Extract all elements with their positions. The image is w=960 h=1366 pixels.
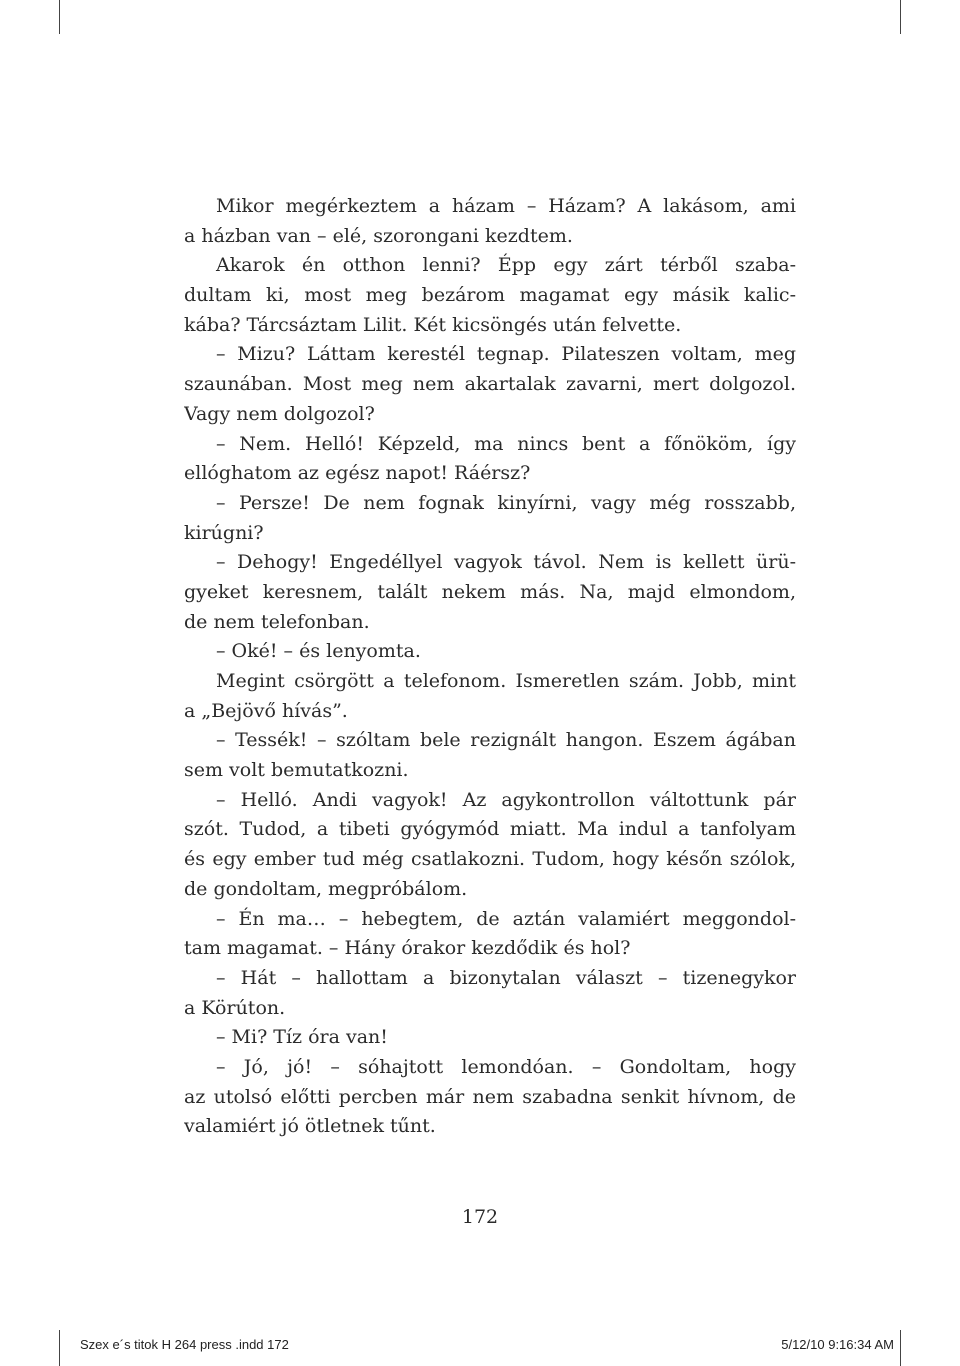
text-line: sem volt bemutatkozni. xyxy=(184,759,409,782)
text-line: szót. Tudod, a tibeti gyógymód miatt. Ma indul a tanfolyam xyxy=(184,818,796,841)
text-line: a Körúton. xyxy=(184,996,286,1019)
crop-mark-bottom-right xyxy=(900,1330,901,1366)
text-line: dultam ki, most meg bezárom magamat egy másik kalic- xyxy=(184,284,796,307)
text-line: Vagy nem dolgozol? xyxy=(184,402,375,425)
text-line: – Oké! – és lenyomta. xyxy=(216,640,421,663)
text-line: – Dehogy! Engedéllyel vagyok távol. Nem is kellett ürü- xyxy=(216,551,796,574)
text-line: – Tessék! – szóltam bele rezignált hangon. Eszem ágában xyxy=(216,729,796,752)
text-line: tam magamat. – Hány órakor kezdődik és hol? xyxy=(184,937,631,960)
text-line: ellóghatom az egész napot! Ráérsz? xyxy=(184,462,531,485)
text-line: a házban van – elé, szorongani kezdtem. xyxy=(184,224,573,247)
text-line: – Persze! De nem fognak kinyírni, vagy még rosszabb, xyxy=(216,491,796,514)
body-text xyxy=(184,192,796,1142)
page-number: 172 xyxy=(461,1206,499,1228)
crop-mark-top-right xyxy=(900,0,901,34)
text-line: – Én ma… – hebegtem, de aztán valamiért meggondol- xyxy=(216,907,796,930)
crop-mark-top-left xyxy=(59,0,60,34)
text-line: kirúgni? xyxy=(184,521,264,544)
text-line: az utolsó előtti percben már nem szabadna senkit hívnom, de xyxy=(184,1085,796,1108)
text-line: Akarok én otthon lenni? Épp egy zárt térből szaba- xyxy=(216,254,796,277)
crop-mark-bottom-left xyxy=(59,1330,60,1366)
text-line: – Nem. Helló! Képzeld, ma nincs bent a főnököm, így xyxy=(216,432,796,455)
text-line: de gondoltam, megpróbálom. xyxy=(184,877,468,900)
text-line: – Mi? Tíz óra van! xyxy=(216,1026,388,1049)
text-line: – Jó, jó! – sóhajtott lemondóan. – Gondoltam, hogy xyxy=(216,1055,796,1078)
text-line: Mikor megérkeztem a házam – Házam? A lakásom, ami xyxy=(216,195,796,217)
text-line: valamiért jó ötletnek tűnt. xyxy=(184,1115,436,1138)
text-line: és egy ember tud még csatlakozni. Tudom, hogy későn szólok, xyxy=(184,848,796,871)
text-line: Megint csörgött a telefonom. Ismeretlen szám. Jobb, mint xyxy=(216,670,796,692)
text-line: de nem telefonban. xyxy=(184,610,370,633)
slug-timestamp: 5/12/10 9:16:34 AM xyxy=(781,1337,894,1352)
text-line: – Helló. Andi vagyok! Az agykontrollon váltottunk pár xyxy=(216,788,796,811)
text-line: szaunában. Most meg nem akartalak zavarni, mert dolgozol. xyxy=(184,373,796,396)
text-line: gyeket keresnem, talált nekem más. Na, majd elmondom, xyxy=(184,580,796,603)
text-line: kába? Tárcsáztam Lilit. Két kicsöngés után felvette. xyxy=(184,313,682,336)
text-line: – Mizu? Láttam kerestél tegnap. Pilateszen voltam, meg xyxy=(216,343,796,366)
text-line: a „Bejövő hívás”. xyxy=(184,699,348,722)
slug-file-name: Szex e´s titok H 264 press .indd 172 xyxy=(80,1337,289,1352)
text-line: – Hát – hallottam a bizonytalan választ – tizenegykor xyxy=(216,966,796,989)
